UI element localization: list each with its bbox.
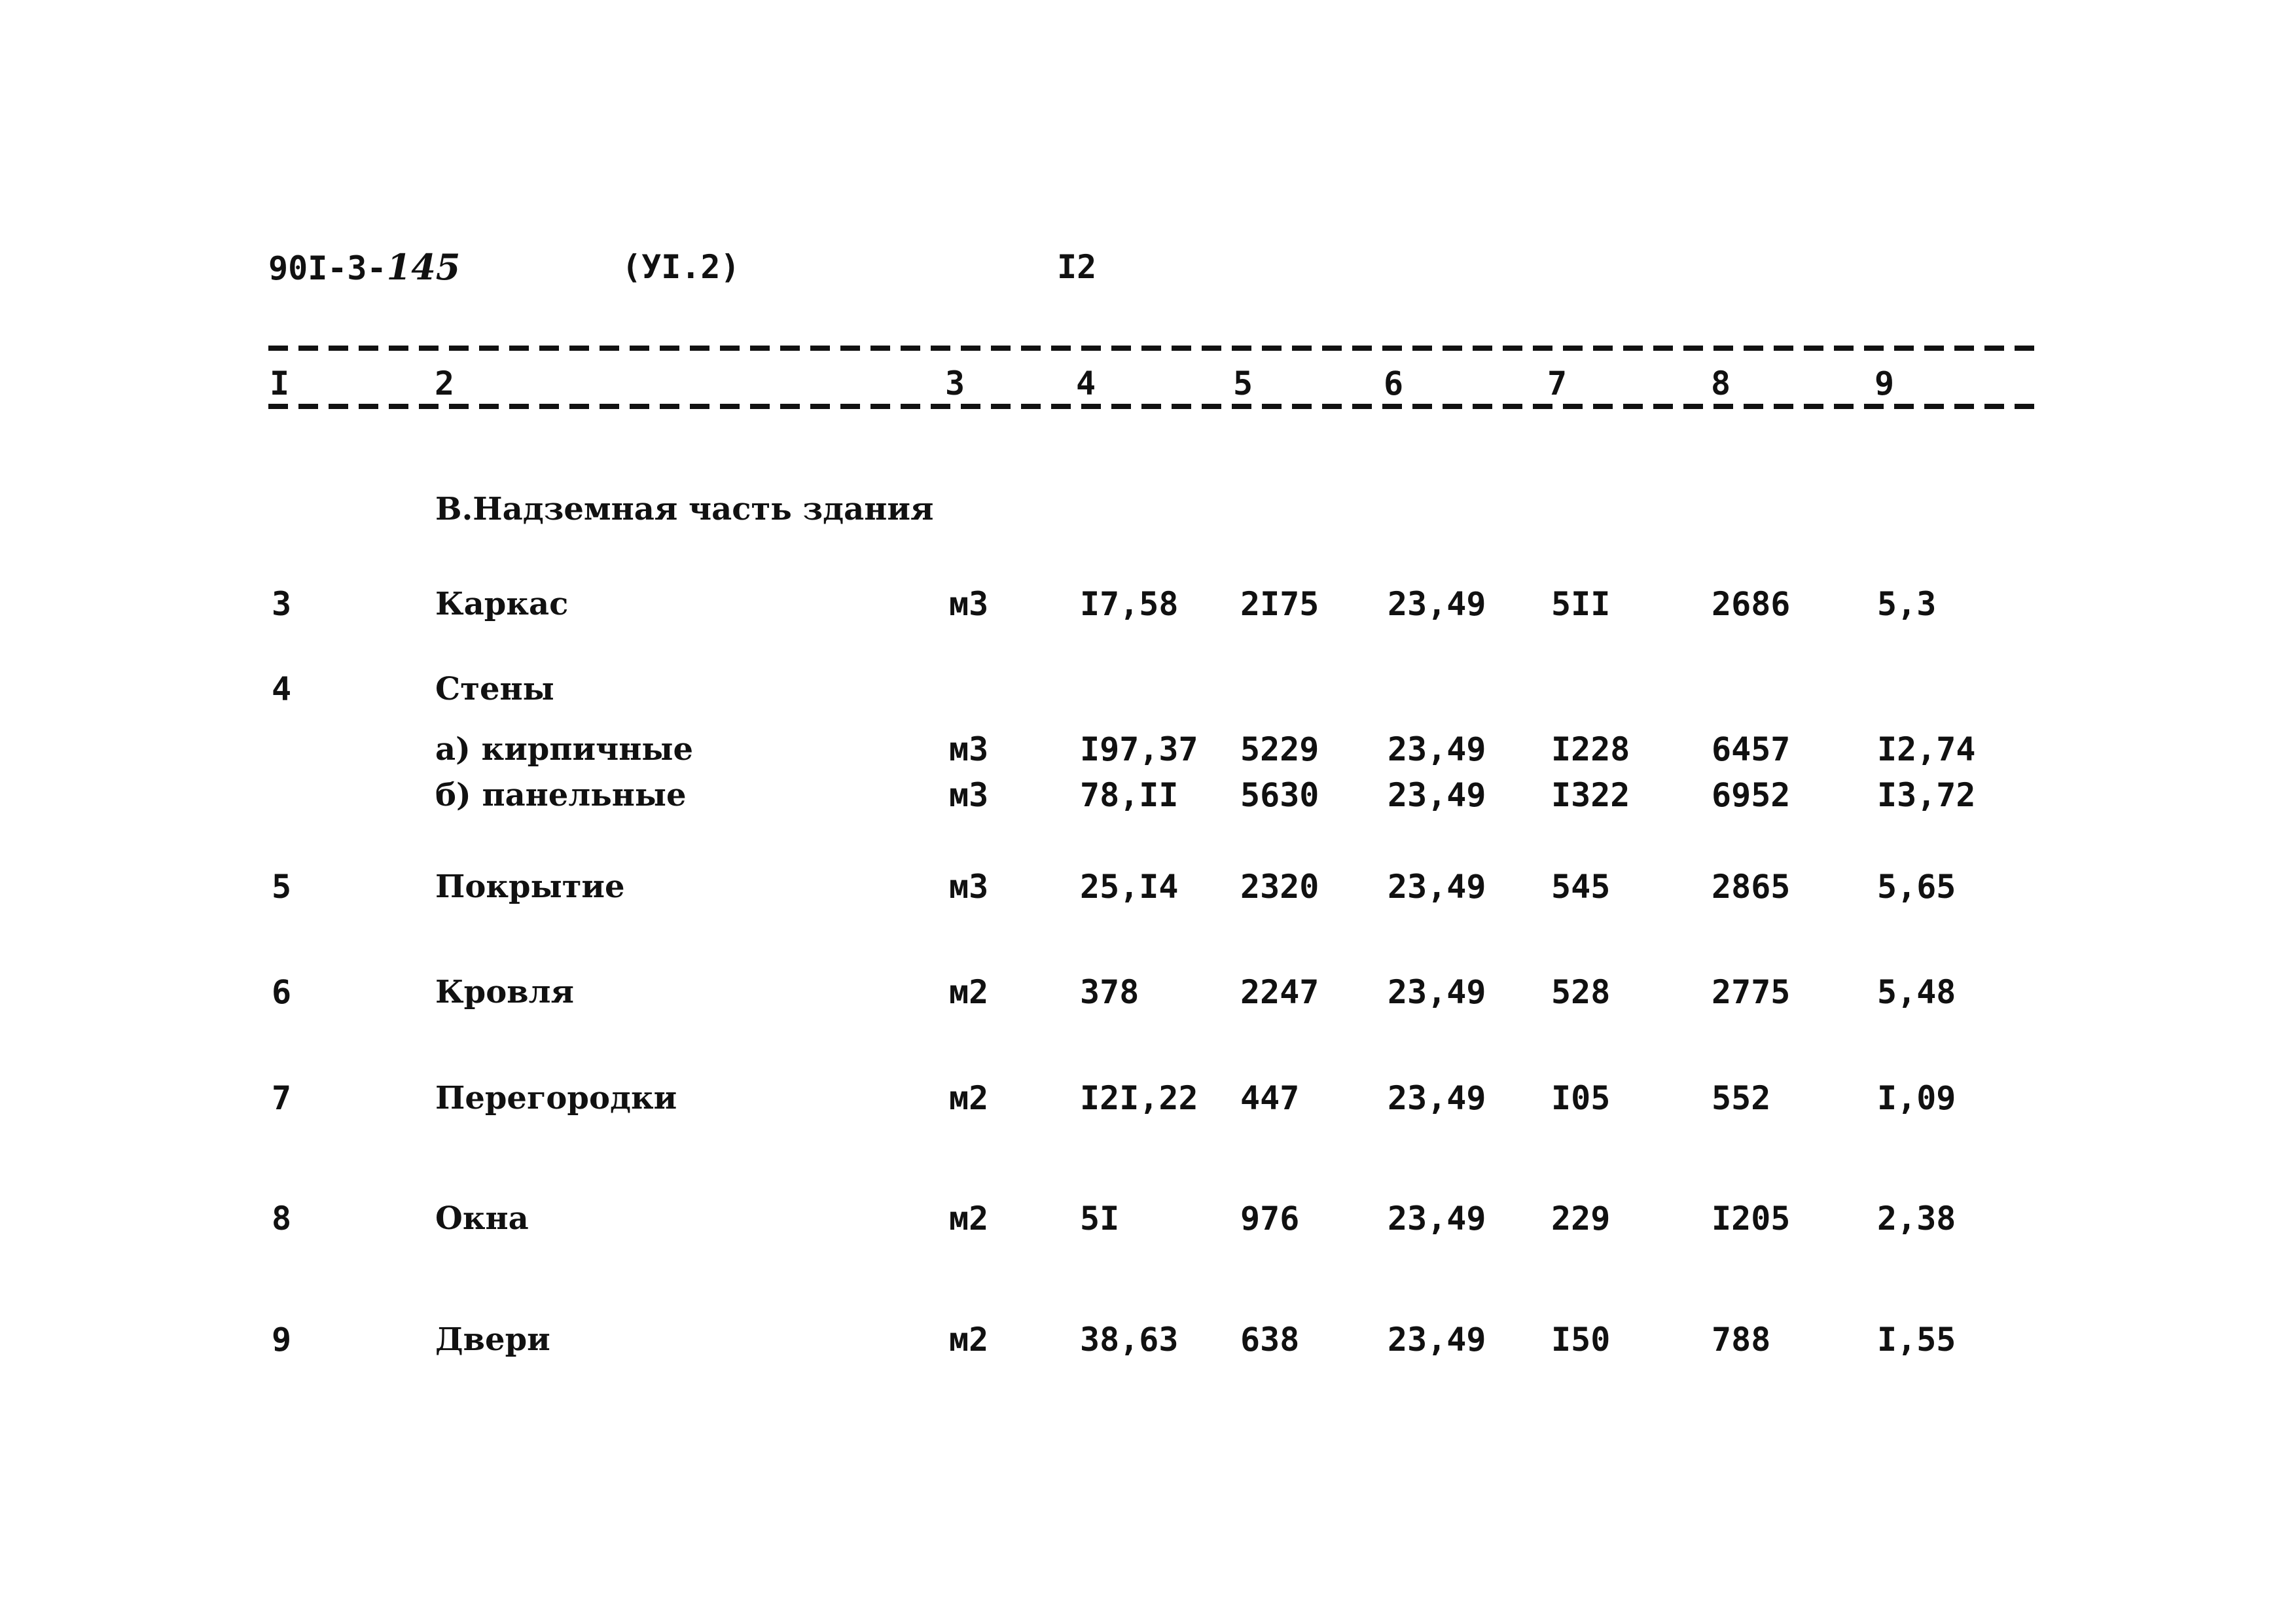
cell-col-4: I97,37	[1080, 730, 1198, 768]
cell-col-7: I228	[1551, 730, 1630, 768]
dashed-divider-bottom	[268, 404, 2041, 409]
column-number-5: 5	[1230, 364, 1255, 403]
item-name: Каркас	[435, 586, 569, 622]
unit: м3	[949, 730, 989, 768]
item-name: Двери	[435, 1321, 550, 1358]
cell-col-5: 2320	[1240, 868, 1319, 906]
unit: м2	[949, 1321, 989, 1359]
cell-col-4: 5I	[1080, 1200, 1120, 1238]
column-number-1: I	[267, 364, 292, 403]
item-name: Окна	[435, 1200, 529, 1237]
cell-col-4: I7,58	[1080, 585, 1179, 623]
item-name: Покрытие	[435, 868, 625, 905]
cell-col-8: 6952	[1712, 776, 1791, 814]
cell-col-8: 788	[1712, 1321, 1771, 1359]
item-name: б) панельные	[435, 777, 687, 813]
cell-col-6: 23,49	[1388, 1321, 1486, 1359]
column-number-2: 2	[432, 364, 457, 403]
cell-col-7: I322	[1551, 776, 1630, 814]
row-number: 7	[272, 1079, 292, 1117]
row-number: 6	[272, 973, 292, 1011]
cell-col-6: 23,49	[1388, 973, 1486, 1011]
cell-col-8: 2865	[1712, 868, 1791, 906]
unit: м3	[949, 868, 989, 906]
cell-col-8: 552	[1712, 1079, 1771, 1117]
cell-col-7: 5II	[1551, 585, 1611, 623]
cell-col-5: 5630	[1240, 776, 1319, 814]
cell-col-9: 2,38	[1877, 1200, 1956, 1238]
row-number: 5	[272, 868, 292, 906]
cell-col-6: 23,49	[1388, 868, 1486, 906]
cell-col-5: 5229	[1240, 730, 1319, 768]
cell-col-6: 23,49	[1388, 1200, 1486, 1238]
cell-col-5: 638	[1240, 1321, 1300, 1359]
cell-col-9: I,09	[1877, 1079, 1956, 1117]
cell-col-4: 25,I4	[1080, 868, 1179, 906]
cell-col-8: I205	[1712, 1200, 1791, 1238]
unit: м2	[949, 1200, 989, 1238]
cell-col-5: 976	[1240, 1200, 1300, 1238]
cell-col-9: I3,72	[1877, 776, 1976, 814]
unit: м3	[949, 585, 989, 623]
cell-col-8: 6457	[1712, 730, 1791, 768]
cell-col-6: 23,49	[1388, 730, 1486, 768]
cell-col-4: 78,II	[1080, 776, 1179, 814]
unit: м3	[949, 776, 989, 814]
document-code-printed: 90I-3-	[268, 249, 387, 287]
document-section: (УI.2)	[622, 248, 740, 286]
cell-col-6: 23,49	[1388, 776, 1486, 814]
cell-col-7: 229	[1551, 1200, 1611, 1238]
cell-col-8: 2686	[1712, 585, 1791, 623]
cell-col-9: I2,74	[1877, 730, 1976, 768]
cell-col-4: 38,63	[1080, 1321, 1179, 1359]
row-number: 3	[272, 585, 292, 623]
page-number: I2	[1057, 248, 1097, 286]
column-number-7: 7	[1545, 364, 1570, 403]
cell-col-9: 5,65	[1877, 868, 1956, 906]
cell-col-7: 545	[1551, 868, 1611, 906]
item-name: Кровля	[435, 974, 574, 1010]
column-number-9: 9	[1872, 364, 1897, 403]
cell-col-8: 2775	[1712, 973, 1791, 1011]
item-name: Стены	[435, 671, 554, 707]
column-number-6: 6	[1381, 364, 1406, 403]
document-code-handwritten: 145	[386, 246, 461, 288]
cell-col-7: I05	[1551, 1079, 1611, 1117]
cell-col-6: 23,49	[1388, 1079, 1486, 1117]
unit: м2	[949, 1079, 989, 1117]
column-number-3: 3	[942, 364, 967, 403]
unit: м2	[949, 973, 989, 1011]
cell-col-6: 23,49	[1388, 585, 1486, 623]
cell-col-5: 2I75	[1240, 585, 1319, 623]
column-number-8: 8	[1708, 364, 1733, 403]
column-number-4: 4	[1073, 364, 1098, 403]
row-number: 9	[272, 1321, 292, 1359]
document-code	[268, 247, 460, 288]
cell-col-5: 447	[1240, 1079, 1300, 1117]
cell-col-4: 378	[1080, 973, 1139, 1011]
cell-col-5: 2247	[1240, 973, 1319, 1011]
cell-col-9: 5,48	[1877, 973, 1956, 1011]
cell-col-7: 528	[1551, 973, 1611, 1011]
item-name: Перегородки	[435, 1080, 677, 1116]
cell-col-4: I2I,22	[1080, 1079, 1198, 1117]
cell-col-7: I50	[1551, 1321, 1611, 1359]
cell-col-9: 5,3	[1877, 585, 1937, 623]
row-number: 8	[272, 1200, 292, 1238]
dashed-divider-top	[268, 346, 2041, 351]
cell-col-9: I,55	[1877, 1321, 1956, 1359]
section-heading: В.Надземная часть здания	[435, 491, 934, 527]
row-number: 4	[272, 670, 292, 708]
item-name: а) кирпичные	[435, 731, 694, 768]
